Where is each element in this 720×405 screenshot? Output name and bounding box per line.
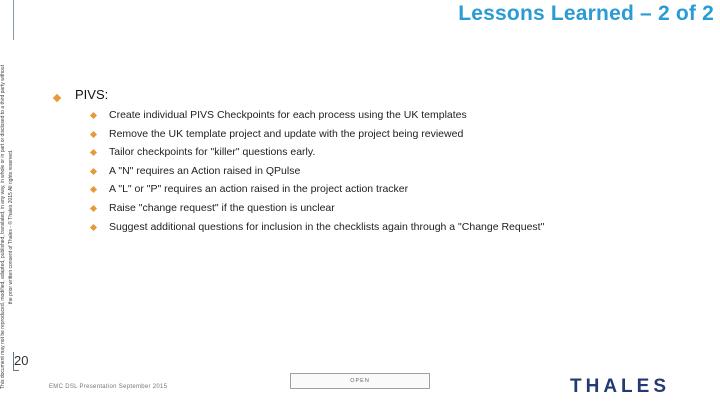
footer-reference: EMC DSL Presentation September 2015	[49, 384, 168, 390]
bullet-icon	[90, 112, 97, 119]
bullet-icon	[90, 186, 97, 193]
bullet-icon	[90, 205, 97, 212]
classification-badge: OPEN	[290, 373, 430, 389]
bullet-icon	[90, 131, 97, 138]
left-divider	[13, 0, 14, 40]
bullet-icon	[90, 224, 97, 231]
thales-logo: THALES	[570, 376, 670, 397]
legal-notice: This document may not be reproduced, modified, adapted, published, translated, in any way, in whole or in part or disclosed to a third party without the prior written consent of Thales - © Thales 2015 All rights reserved.	[0, 65, 14, 389]
bullet-icon	[90, 168, 97, 175]
page-number: 20	[14, 353, 29, 368]
page-title: Lessons Learned – 2 of 2	[458, 2, 714, 25]
main-bullet-icon	[54, 88, 60, 106]
bullet-icon	[90, 149, 97, 156]
main-bullet-label: PIVS:	[75, 87, 109, 102]
